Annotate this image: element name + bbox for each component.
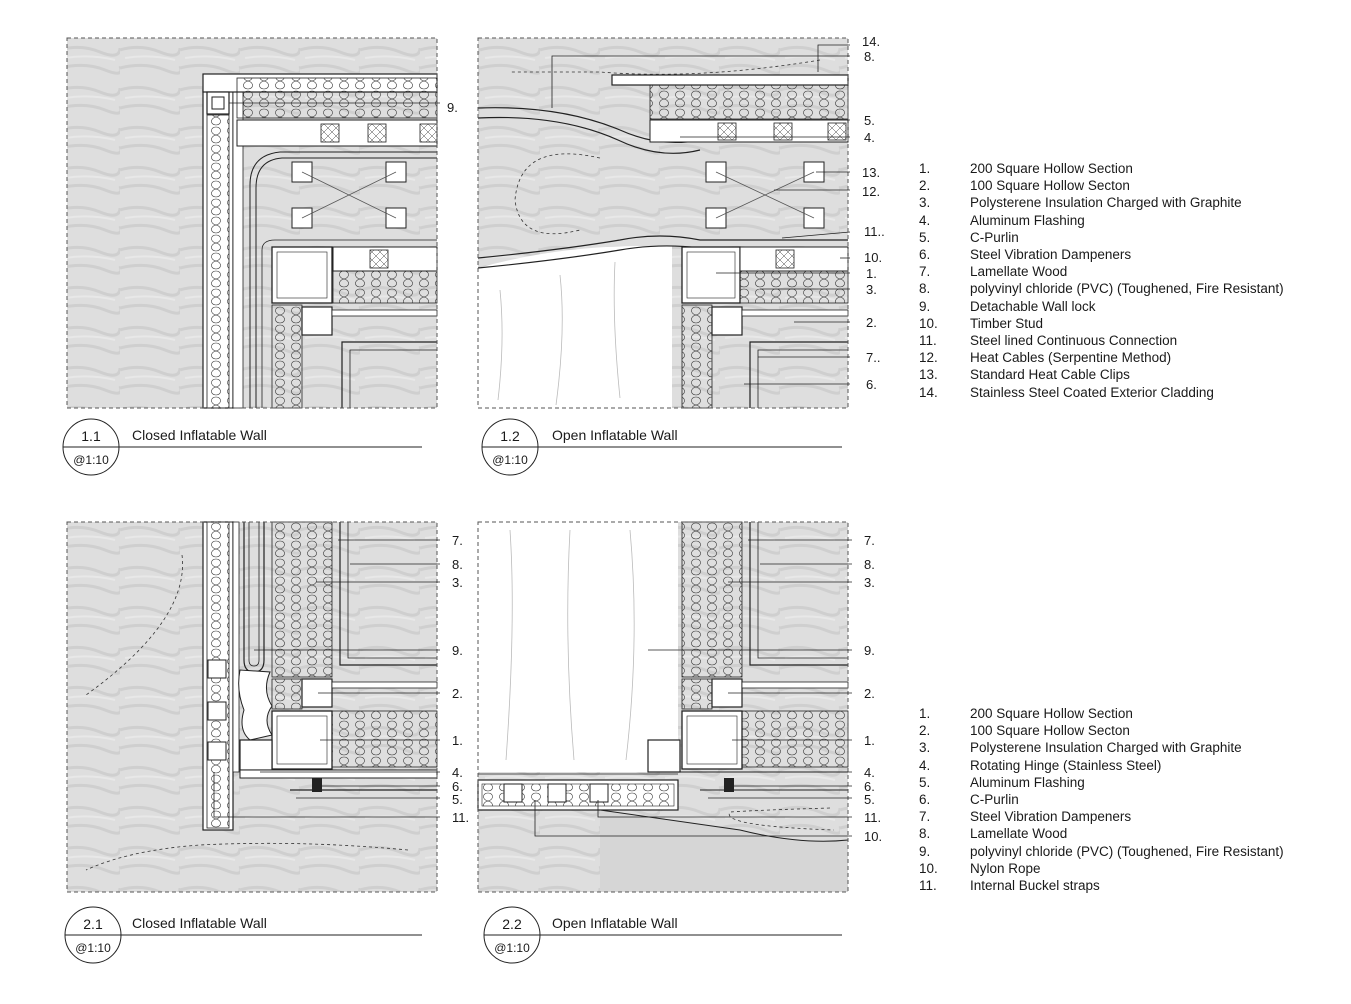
svg-text:7..: 7..	[866, 350, 881, 365]
svg-text:11.: 11.	[452, 810, 470, 825]
svg-text:5.: 5.	[864, 113, 875, 128]
legend-item: 6. Steel Vibration Dampeners	[919, 247, 1132, 263]
svg-text:4.: 4.	[452, 765, 463, 780]
svg-text:8.: 8.	[864, 557, 875, 572]
svg-text:3.: 3.	[864, 575, 875, 590]
svg-text:5.: 5.	[864, 792, 875, 807]
detail-1-2-drawing	[478, 38, 850, 408]
legend-item: 8. polyvinyl chloride (PVC) (Toughened, Fire Resistant)	[919, 281, 1284, 297]
legend-item: 4. Aluminum Flashing	[919, 212, 1085, 228]
legend-item: 5. Aluminum Flashing	[919, 774, 1085, 790]
detail-title: Open Inflatable Wall	[552, 427, 678, 443]
detail-title: Closed Inflatable Wall	[132, 427, 267, 443]
svg-text:13.: 13.	[862, 165, 881, 180]
detail-2-1-callouts	[452, 533, 469, 825]
detail-2-2-callouts	[864, 533, 882, 844]
legend-item: 12. Heat Cables (Serpentine Method)	[919, 350, 1172, 366]
detail-2-2-drawing	[478, 522, 852, 892]
detail-number: 1.1	[81, 428, 101, 444]
legend-item: 7. Lamellate Wood	[919, 264, 1068, 280]
svg-text:4.: 4.	[864, 765, 875, 780]
legend-item: 8. Lamellate Wood	[919, 826, 1068, 842]
svg-text:9.: 9.	[864, 643, 875, 658]
legend-item: 14. Stainless Steel Coated Exterior Cladding	[919, 384, 1214, 400]
detail-number: 2.2	[502, 916, 522, 932]
svg-text:11.: 11.	[864, 810, 882, 825]
svg-text:3.: 3.	[866, 282, 877, 297]
detail-1-1-callout: 9.	[447, 100, 458, 115]
legend-item: 5. C-Purlin	[919, 229, 1019, 245]
svg-text:10.: 10.	[864, 829, 883, 844]
svg-text:7.: 7.	[864, 533, 875, 548]
detail-1-1-drawing	[67, 38, 440, 408]
svg-text:14.: 14.	[862, 34, 881, 49]
svg-text:2.: 2.	[864, 686, 875, 701]
legend-item: 7. Steel Vibration Dampeners	[919, 809, 1132, 825]
svg-text:10.: 10.	[864, 250, 883, 265]
legend-item: 6. C-Purlin	[919, 792, 1019, 808]
legend-item: 13. Standard Heat Cable Clips	[919, 367, 1130, 383]
svg-text:4.: 4.	[864, 130, 875, 145]
svg-text:1.: 1.	[452, 733, 463, 748]
svg-text:3.: 3.	[452, 575, 463, 590]
legend-item: 11. Internal Buckel straps	[919, 878, 1100, 894]
legend-item: 10. Timber Stud	[919, 315, 1044, 331]
title-block-2-2	[484, 907, 842, 963]
legend-item: 9. Detachable Wall lock	[919, 298, 1096, 314]
svg-text:2.: 2.	[452, 686, 463, 701]
detail-scale: @1:10	[75, 941, 111, 955]
legend-bottom	[919, 705, 1284, 894]
detail-number: 1.2	[500, 428, 520, 444]
svg-text:8.: 8.	[452, 557, 463, 572]
title-block-1-1	[63, 419, 422, 475]
svg-text:9.: 9.	[452, 643, 463, 658]
detail-scale: @1:10	[494, 941, 530, 955]
title-block-1-2	[482, 419, 842, 475]
svg-text:12.: 12.	[862, 184, 881, 199]
svg-text:7.: 7.	[452, 533, 463, 548]
svg-text:5.: 5.	[452, 792, 463, 807]
legend-item: 1. 200 Square Hollow Section	[919, 161, 1133, 176]
detail-1-2-callouts	[862, 34, 885, 392]
legend-top	[919, 160, 1284, 401]
svg-text:6.: 6.	[864, 779, 875, 794]
legend-item: 4. Rotating Hinge (Stainless Steel)	[919, 757, 1162, 773]
detail-2-1-drawing	[67, 522, 440, 892]
legend-item: 11. Steel lined Continuous Connection	[919, 333, 1178, 349]
legend-item: 3. Polysterene Insulation Charged with Graphite	[919, 195, 1242, 211]
title-block-2-1	[65, 907, 422, 963]
legend-item: 2. 100 Square Hollow Secton	[919, 723, 1130, 739]
detail-title: Closed Inflatable Wall	[132, 915, 267, 931]
detail-number: 2.1	[83, 916, 103, 932]
legend-item: 10. Nylon Rope	[919, 860, 1041, 876]
svg-text:6.: 6.	[452, 779, 463, 794]
svg-text:1.: 1.	[864, 733, 875, 748]
detail-title: Open Inflatable Wall	[552, 915, 678, 931]
svg-text:6.: 6.	[866, 377, 877, 392]
svg-text:1.: 1.	[866, 266, 877, 281]
svg-text:8.: 8.	[864, 49, 875, 64]
legend-item: 1. 200 Square Hollow Section	[919, 706, 1133, 721]
detail-scale: @1:10	[492, 453, 528, 467]
svg-text:2.: 2.	[866, 315, 877, 330]
detail-scale: @1:10	[73, 453, 109, 467]
svg-text:11..: 11..	[864, 224, 885, 239]
legend-item: 2. 100 Square Hollow Secton	[919, 178, 1130, 194]
legend-item: 3. Polysterene Insulation Charged with Graphite	[919, 740, 1242, 756]
legend-item: 9. polyvinyl chloride (PVC) (Toughened, Fire Resistant)	[919, 843, 1284, 859]
